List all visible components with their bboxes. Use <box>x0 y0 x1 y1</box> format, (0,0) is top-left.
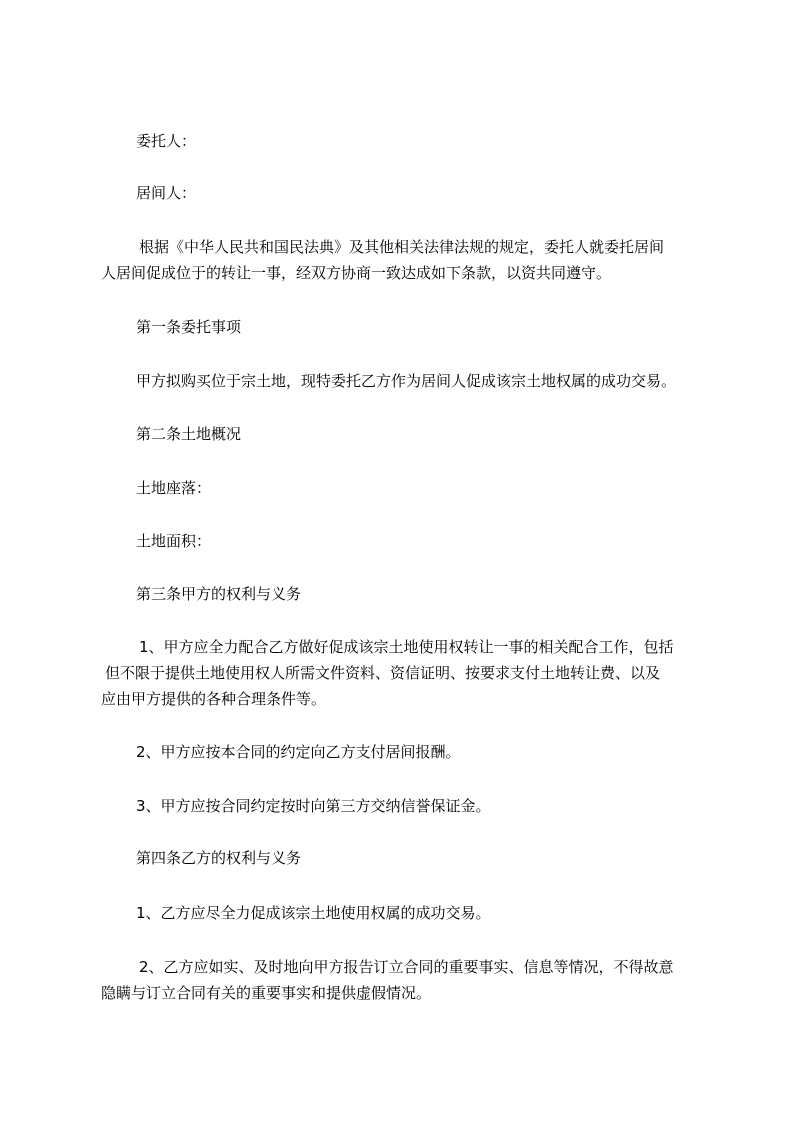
clause-1-heading: 第一条委托事项 <box>136 318 242 336</box>
clause-heading <box>0 314 793 340</box>
land-location-field <box>0 475 793 501</box>
clause-body <box>0 368 793 394</box>
paragraph-line: 1、甲方应全力配合乙方做好促成该宗土地使用权转让一事的相关配合工作，包括 <box>139 638 674 656</box>
paragraph-line: 但不限于提供土地使用权人所需文件资料、资信证明、按要求支付土地转让费、以及 <box>105 664 661 682</box>
paragraph-line: 2、甲方应按本合同的约定向乙方支付居间报酬。 <box>136 743 461 761</box>
clause-item <box>0 954 793 1006</box>
intermediary-field <box>0 180 793 206</box>
paragraph-line: 甲方拟购买位于宗土地，现特委托乙方作为居间人促成该宗土地权属的成功交易。 <box>136 372 677 390</box>
clause-heading <box>0 845 793 871</box>
clause-item <box>0 739 793 765</box>
intermediary-label: 居间人： <box>136 184 197 202</box>
land-area-field <box>0 528 793 554</box>
clause-4-heading: 第四条乙方的权利与义务 <box>136 849 302 867</box>
principal-label: 委托人： <box>136 132 197 150</box>
clause-3-heading: 第三条甲方的权利与义务 <box>136 585 302 603</box>
principal-field <box>0 128 793 154</box>
preamble-paragraph <box>0 234 793 286</box>
clause-heading <box>0 421 793 447</box>
paragraph-line: 3、甲方应按合同约定按时向第三方交纳信誉保证金。 <box>136 797 491 815</box>
clause-item <box>0 900 793 926</box>
clause-item <box>0 634 793 712</box>
clause-heading <box>0 581 793 607</box>
land-area-label: 土地面积： <box>136 532 212 550</box>
paragraph-line: 根据《中华人民共和国民法典》及其他相关法律法规的规定，委托人就委托居间 <box>139 238 665 256</box>
paragraph-line: 应由甲方提供的各种合理条件等。 <box>101 690 327 708</box>
paragraph-line: 2、乙方应如实、及时地向甲方报告订立合同的重要事实、信息等情况，不得故意 <box>139 958 674 976</box>
paragraph-line: 隐瞒与订立合同有关的重要事实和提供虚假情况。 <box>101 984 432 1002</box>
clause-2-heading: 第二条土地概况 <box>136 425 242 443</box>
paragraph-line: 1、乙方应尽全力促成该宗土地使用权属的成功交易。 <box>136 904 491 922</box>
paragraph-line: 人居间促成位于的转让一事，经双方协商一致达成如下条款，以资共同遵守。 <box>101 264 612 282</box>
land-location-label: 土地座落： <box>136 479 212 497</box>
clause-item <box>0 793 793 819</box>
